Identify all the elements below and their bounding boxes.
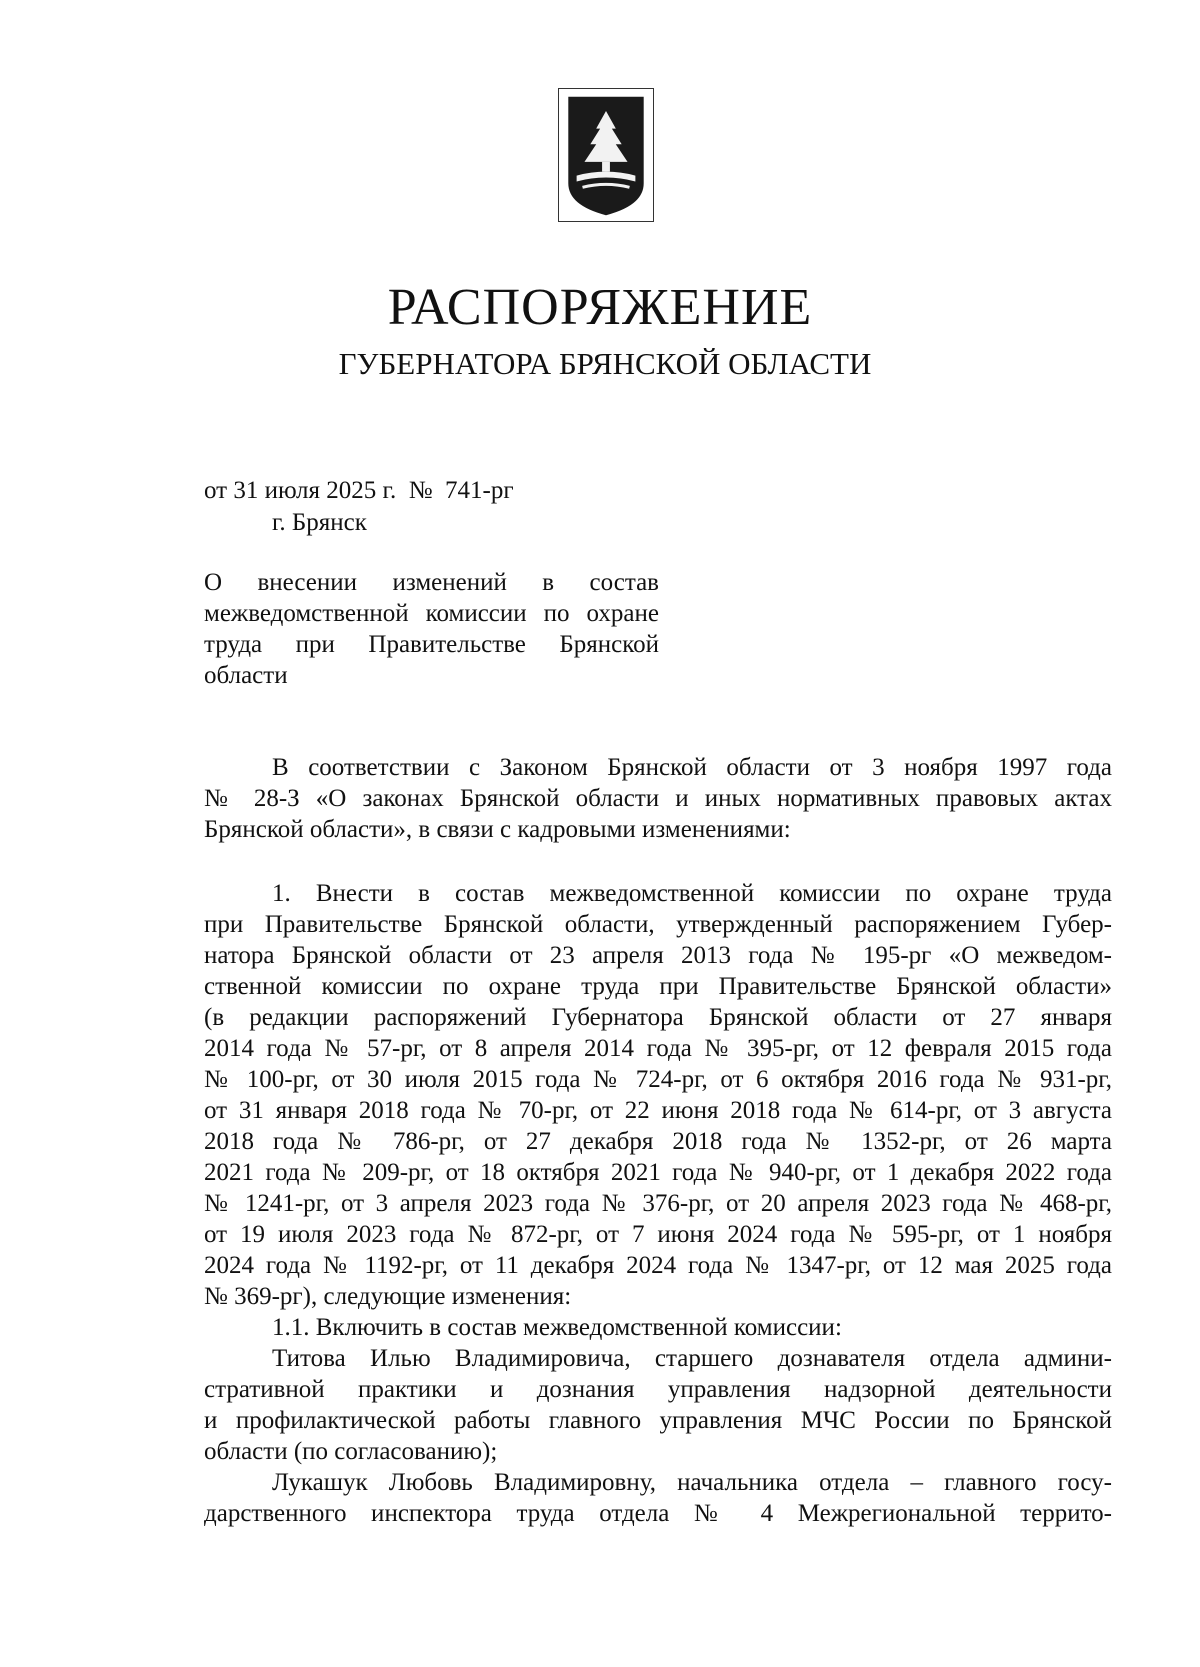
item-1-line: ственной комиссии по охране труда при Правительстве Брянской области» [204, 973, 1112, 1000]
item-1-line: (в редакции распоряжений Губернатора Брянской области от 27 января [204, 1004, 1112, 1031]
person-1-line: стративной практики и дознания управления надзорной деятельности [204, 1376, 1112, 1403]
person-2-line: Лукашук Любовь Владимировну, начальника отдела – главного госу- [272, 1469, 1112, 1496]
item-1-line: 2014 года № 57-рг, от 8 апреля 2014 года № 395-рг, от 12 февраля 2015 года [204, 1035, 1112, 1062]
document-date: от 31 июля 2025 г. [204, 477, 397, 504]
item-1-line: 2018 года № 786-рг, от 27 декабря 2018 года № 1352-рг, от 26 марта [204, 1128, 1112, 1155]
coat-of-arms-emblem [558, 88, 654, 222]
item-1-line: от 19 июля 2023 года № 872-рг, от 7 июня 2024 года № 595-рг, от 1 ноября [204, 1221, 1112, 1248]
item-1-line: 2021 года № 209-рг, от 18 октября 2021 года № 940-рг, от 1 декабря 2022 года [204, 1159, 1112, 1186]
person-2-line: дарственного инспектора труда отдела № 4 Межрегиональной террито- [204, 1500, 1112, 1527]
preamble-line: № 28-З «О законах Брянской области и иных нормативных правовых актах [204, 785, 1112, 812]
preamble-line: Брянской области», в связи с кадровыми изменениями: [204, 816, 791, 843]
person-1-line: и профилактической работы главного управления МЧС России по Брянской [204, 1407, 1112, 1434]
person-1-paragraph [204, 1343, 1112, 1467]
item-1-1-paragraph [204, 1312, 1112, 1343]
item-1-line: от 31 января 2018 года № 70-рг, от 22 июня 2018 года № 614-рг, от 3 августа [204, 1097, 1112, 1124]
person-1-line: Титова Илью Владимировича, старшего дознавателя отдела админи- [272, 1345, 1112, 1372]
person-2-paragraph [204, 1467, 1112, 1529]
document-subject [204, 567, 659, 691]
subject-line: межведомственной комиссии по охране [204, 600, 659, 627]
item-1-paragraph [204, 878, 1112, 1312]
document-body [204, 752, 1112, 1529]
subject-line: О внесении изменений в состав [204, 569, 659, 596]
subject-line: области [204, 662, 288, 689]
preamble-paragraph [204, 752, 1112, 845]
subject-line: труда при Правительстве Брянской [204, 631, 659, 658]
document-subtitle: ГУБЕРНАТОРА БРЯНСКОЙ ОБЛАСТИ [338, 346, 872, 381]
item-1-line: натора Брянской области от 23 апреля 2013 года № 195-рг «О межведом- [204, 942, 1112, 969]
item-1-line: № 369-рг), следующие изменения: [204, 1283, 572, 1310]
document-number: 741-рг [445, 477, 514, 504]
item-1-line: № 100-рг, от 30 июля 2015 года № 724-рг, от 6 октября 2016 года № 931-рг, [204, 1066, 1112, 1093]
document-city: г. Брянск [272, 509, 367, 536]
item-1-line: 1. Внести в состав межведомственной комиссии по охране труда [272, 880, 1112, 907]
person-1-line: области (по согласованию); [204, 1438, 498, 1465]
item-1-line: при Правительстве Брянской области, утвержденный распоряжением Губер- [204, 911, 1112, 938]
item-1-line: 2024 года № 1192-рг, от 11 декабря 2024 года № 1347-рг, от 12 мая 2025 года [204, 1252, 1112, 1279]
document-title: РАСПОРЯЖЕНИЕ [387, 279, 813, 336]
preamble-line: В соответствии с Законом Брянской области от 3 ноября 1997 года [272, 754, 1112, 781]
coat-of-arms-icon [559, 89, 653, 221]
document-dateline [204, 475, 514, 507]
number-sign: № [408, 477, 433, 504]
item-1-line: № 1241-рг, от 3 апреля 2023 года № 376-рг, от 20 апреля 2023 года № 468-рг, [204, 1190, 1112, 1217]
item-1-1-line: 1.1. Включить в состав межведомственной комиссии: [272, 1314, 842, 1341]
